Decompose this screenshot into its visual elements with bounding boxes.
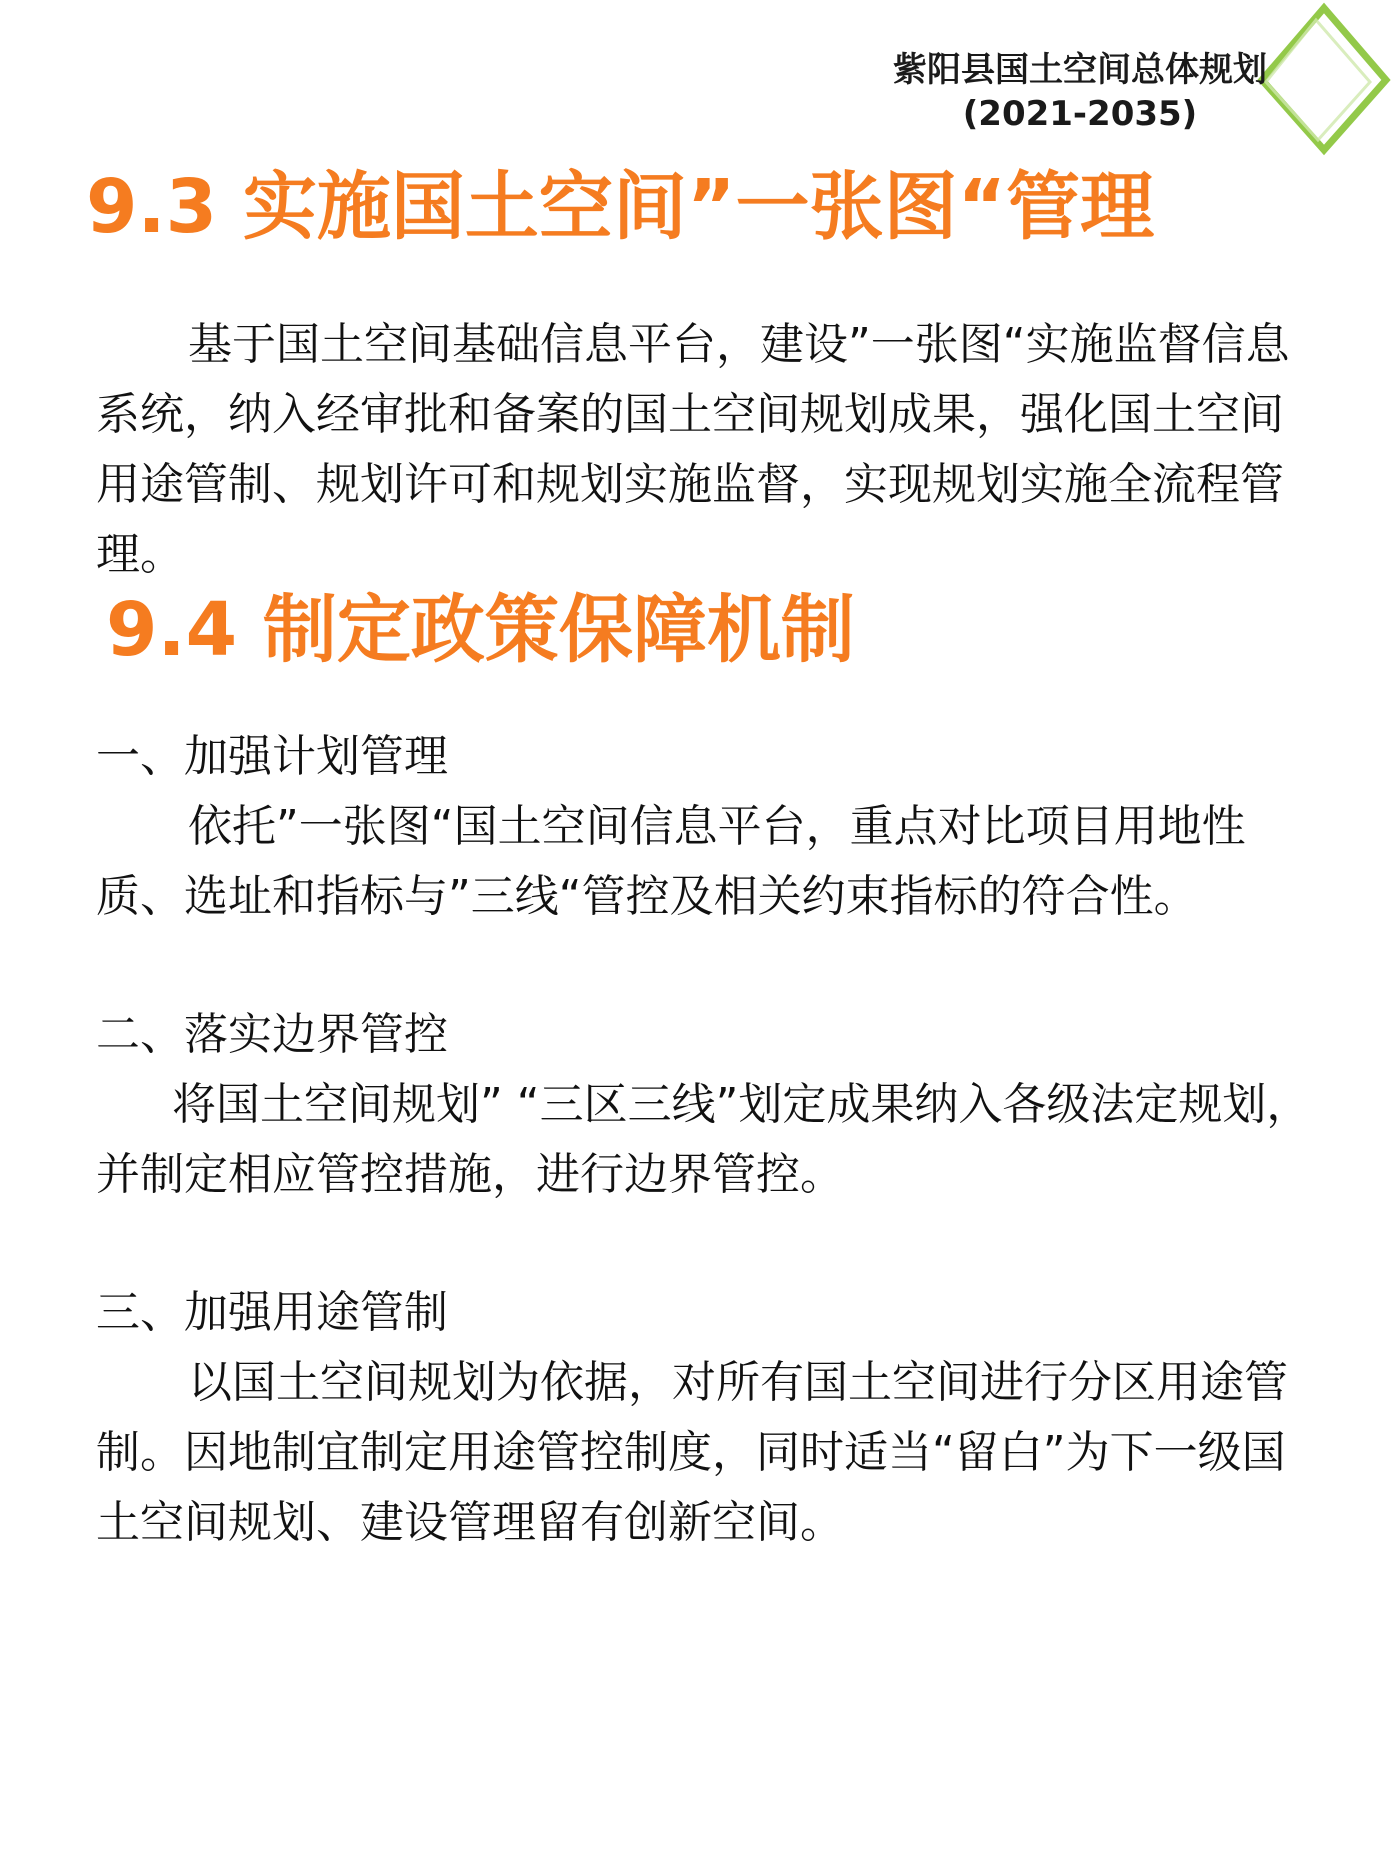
subsection-title-3: 三、加强用途管制 (96, 1287, 448, 1338)
subsection-text-2: 将国土空间规划” “三区三线”划定成果纳入各级法定规划，并制定相应管控措施，进行边界管控。 (96, 1079, 1311, 1200)
section-heading-9-4: 9.4 制定政策保障机制 (106, 587, 855, 673)
section-9-3-paragraph: 基于国土空间基础信息平台，建设”一张图“实施监督信息系统，纳入经审批和备案的国土空间规划成果，强化国土空间用途管制、规划许可和规划实施监督，实现规划实施全流程管理。 (96, 319, 1290, 580)
document-header (820, 48, 1340, 136)
subsection-title-1: 一、加强计划管理 (96, 731, 448, 782)
header-title: 紫阳县国土空间总体规划 (893, 50, 1267, 90)
subsection-text-1: 依托”一张图“国土空间信息平台，重点对比项目用地性质、选址和指标与”三线“管控及相关约束指标的符合性。 (96, 801, 1246, 922)
header-period: (2021-2035) (962, 94, 1198, 134)
subsection-title-2: 二、落实边界管控 (96, 1009, 448, 1060)
section-heading-9-3: 9.3 实施国土空间”一张图“管理 (86, 164, 1155, 250)
subsection-text-3: 以国土空间规划为依据，对所有国土空间进行分区用途管制。因地制宜制定用途管控制度，同时适当“留白”为下一级国土空间规划、建设管理留有创新空间。 (96, 1357, 1288, 1548)
